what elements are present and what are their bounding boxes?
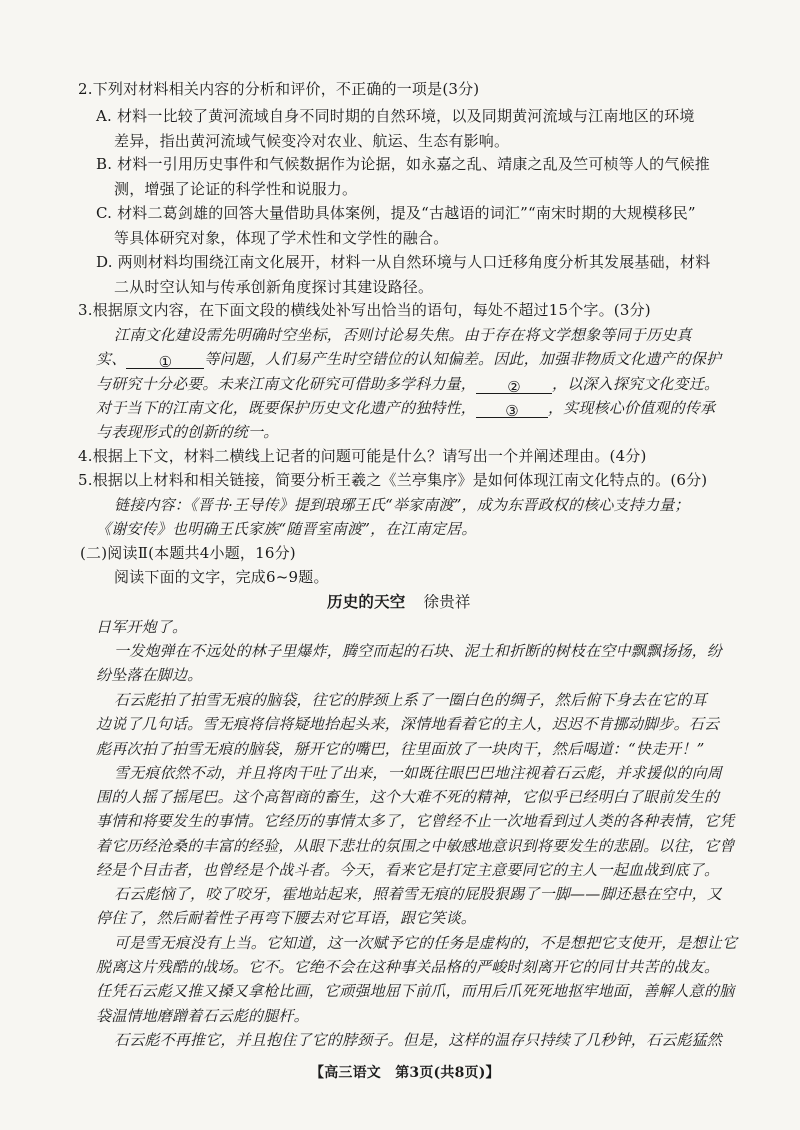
q3-text: ，实现核心价值观的传承 [548, 399, 716, 417]
q3-blank-3[interactable]: ③ [476, 401, 548, 418]
story-line: 石云彪恼了，咬了咬牙，霍地站起来，照着雪无痕的屁股狠踢了一脚——脚还悬在空中，又 [114, 885, 723, 903]
q2-option-d-line1: D. 两则材料均围绕江南文化展开，材料一从自然环境与人口迁移角度分析其发展基础，材料 [96, 253, 711, 271]
q2-stem: 2.下列对材料相关内容的分析和评价，不正确的一项是(3分) [78, 80, 480, 98]
section2-instruction: 阅读下面的文字，完成6~9题。 [114, 568, 329, 586]
story-line: 袋温情地磨蹭着石云彪的腿杆。 [96, 1007, 309, 1025]
story-line: 围的人摇了摇尾巴。这个高智商的畜生，这个大难不死的精神，它似乎已经明白了眼前发生的 [96, 788, 720, 806]
story-line: 事情和将要发生的事情。它经历的事情太多了，它曾经不止一次地看到过人类的各种表情，它凭 [96, 812, 735, 830]
q3-text: 等问题，人们易产生时空错位的认知偏差。因此，加强非物质文化遗产的保护 [204, 350, 722, 368]
section2-header: (二)阅读Ⅱ(本题共4小题，16分) [80, 544, 296, 562]
q3-text: ，以深入探究文化变迁。 [552, 375, 720, 393]
q2-option-a-line2: 差异，指出黄河流域气候变冷对农业、航运、生态有影响。 [114, 132, 510, 150]
q3-text: 对于当下的江南文化，既要保护历史文化遗产的独特性， [96, 399, 477, 417]
story-line: 可是雪无痕没有上当。它知道，这一次赋予它的任务是虚构的，不是想把它支使开，是想让它 [114, 934, 738, 952]
story-line: 纷坠落在脚边。 [96, 666, 203, 684]
q3-passage-line5: 与表现形式的创新的统一。 [96, 423, 279, 441]
q2-option-c-line2: 等具体研究对象，体现了学术性和文学性的融合。 [114, 229, 449, 247]
story-line: 石云彪拍了拍雪无痕的脑袋，往它的脖颈上系了一圈白色的绸子，然后俯下身去在它的耳 [114, 691, 707, 709]
story-line: 着它历经沧桑的丰富的经验，从眼下悲壮的氛围之中敏感地意识到将要发生的悲剧。以往，它曾 [96, 837, 735, 855]
story-line: 石云彪不再推它，并且抱住了它的脖颈子。但是，这样的温存只持续了几秒钟，石云彪猛然 [114, 1031, 723, 1049]
q2-option-b-line2: 测，增强了论证的科学性和说服力。 [114, 180, 358, 198]
story-line: 一发炮弹在不远处的林子里爆炸，腾空而起的石块、泥土和折断的树枝在空中飘飘扬扬，纷 [114, 642, 723, 660]
q5-link-line1: 链接内容：《晋书·王导传》提到琅琊王氏“举家南渡”，成为东晋政权的核心支持力量； [114, 496, 690, 514]
story-line: 经是个目击者，也曾经是个战斗者。今天，看来它是打定主意要同它的主人一起血战到底了。 [96, 861, 720, 879]
story-line: 雪无痕依然不动，并且将肉干吐了出来，一如既往眼巴巴地注视着石云彪，并求援似的向周 [114, 764, 723, 782]
q3-stem: 3.根据原文内容，在下面文段的横线处补写出恰当的语句，每处不超过15个字。(3分) [78, 301, 651, 319]
story-title-line [327, 592, 471, 612]
q3-passage-line4 [96, 398, 715, 418]
story-line: 任凭石云彪又推又搡又拿枪比画，它顽强地屈下前爪，而用后爪死死地抠牢地面，善解人意的脑 [96, 982, 735, 1000]
q3-blank-1[interactable]: ① [126, 352, 204, 369]
q2-option-a-line1: A. 材料一比较了黄河流域自身不同时期的自然环境，以及同期黄河流域与江南地区的环境 [96, 107, 695, 125]
story-line: 脱离这片残酷的战场。它不。它绝不会在这种事关品格的严峻时刻离开它的同甘共苦的战友。 [96, 958, 720, 976]
q2-option-d-line2: 二从时空认知与传承创新角度探讨其建设路径。 [114, 278, 434, 296]
story-title: 历史的天空 [327, 592, 406, 611]
q3-blank-2[interactable]: ② [476, 377, 552, 394]
q4-stem: 4.根据上下文，材料二横线上记者的问题可能是什么？请写出一个并阐述理由。(4分) [78, 447, 647, 465]
q3-text: 与研究十分必要。未来江南文化研究可借助多学科力量， [96, 375, 477, 393]
story-line: 彪再次拍了拍雪无痕的脑袋，掰开它的嘴巴，往里面放了一块肉干，然后喝道：“快走开！” [96, 740, 705, 758]
q3-passage-line1: 江南文化建设需先明确时空坐标，否则讨论易失焦。由于存在将文学想象等同于历史真 [114, 326, 692, 344]
q2-option-b-line1: B. 材料一引用历史事件和气候数据作为论据，如永嘉之乱、靖康之乱及竺可桢等人的气候推 [96, 155, 710, 173]
story-line: 日军开炮了。 [96, 618, 188, 636]
page-footer: 【高三语文 第3页(共8页)】 [310, 1065, 500, 1081]
q3-text: 实、 [96, 350, 127, 368]
story-line: 边说了几句话。雪无痕将信将疑地抬起头来，深情地看着它的主人，迟迟不肯挪动脚步。石云 [96, 715, 720, 733]
q3-passage-line2 [96, 349, 721, 369]
story-author: 徐贵祥 [423, 593, 471, 611]
q5-link-line2: 《谢安传》也明确王氏家族“随晋室南渡”，在江南定居。 [96, 520, 477, 538]
q2-option-c-line1: C. 材料二葛剑雄的回答大量借助具体案例，提及“古越语的词汇”“南宋时期的大规模移民” [96, 204, 696, 222]
q5-stem: 5.根据以上材料和相关链接，简要分析王羲之《兰亭集序》是如何体现江南文化特点的。(6分) [78, 471, 708, 489]
story-line: 停住了，然后耐着性子再弯下腰去对它耳语，跟它笑谈。 [96, 909, 477, 927]
q3-passage-line3 [96, 374, 719, 394]
